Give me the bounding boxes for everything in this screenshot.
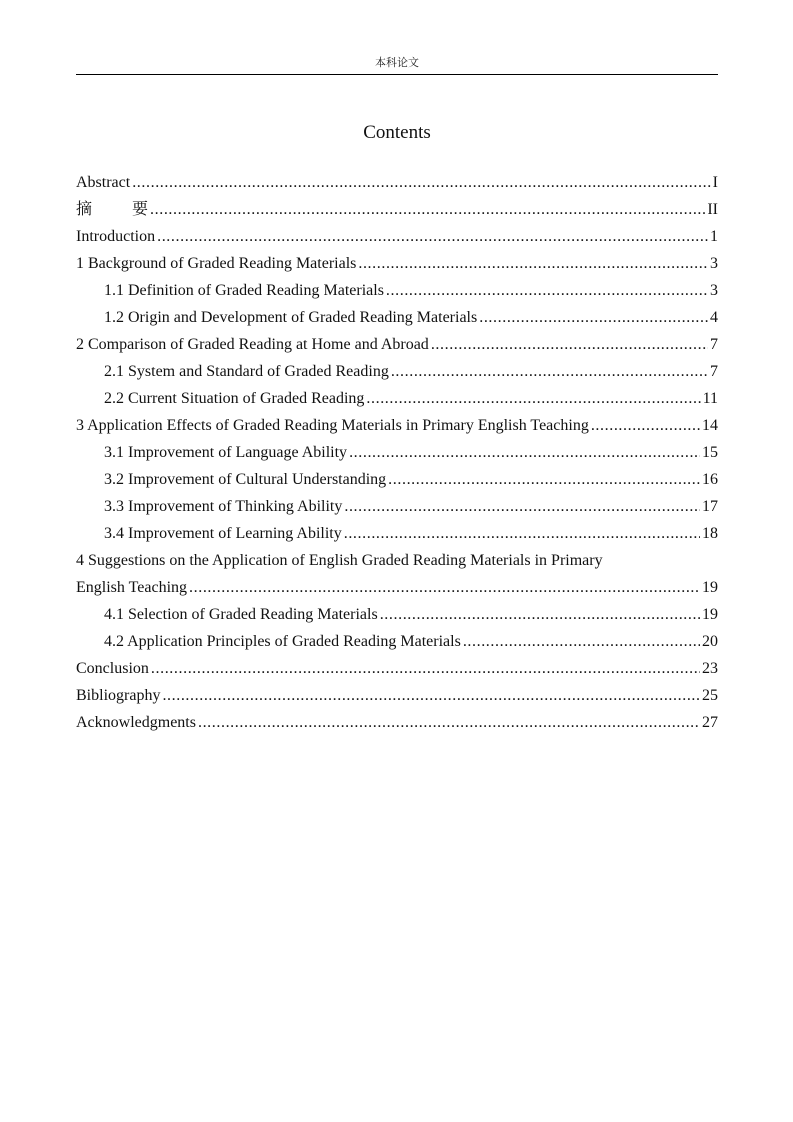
toc-entry-page: 3	[710, 282, 718, 299]
toc-entry-page: 14	[702, 417, 718, 434]
toc-entry-label: 2 Comparison of Graded Reading at Home and Abroad	[76, 336, 429, 353]
toc-entry-label: 3 Application Effects of Graded Reading Materials in Primary English Teaching	[76, 417, 589, 434]
toc-dot-leader	[189, 574, 700, 601]
running-title: 本科论文	[375, 57, 419, 69]
toc-entry-page: 18	[702, 525, 718, 542]
toc-entry-page: 17	[702, 498, 718, 515]
toc-entry-page: 19	[702, 606, 718, 623]
toc-entry-conclusion[interactable]	[76, 655, 718, 682]
toc-entry-section-2-2[interactable]	[76, 385, 718, 412]
toc-entry-label: 4 Suggestions on the Application of English Graded Reading Materials in Primary	[76, 552, 603, 569]
toc-dot-leader	[380, 601, 700, 628]
toc-entry-label: 1.1 Definition of Graded Reading Materials	[104, 282, 384, 299]
toc-entry-page: 1	[710, 228, 718, 245]
page-header	[76, 56, 718, 75]
toc-entry-chapter-3[interactable]	[76, 412, 718, 439]
toc-entry-acknowledgments[interactable]	[76, 709, 718, 736]
toc-entry-page: 7	[710, 363, 718, 380]
toc-dot-leader	[198, 709, 700, 736]
toc-entry-abstract[interactable]	[76, 169, 718, 196]
toc-dot-leader	[431, 331, 708, 358]
toc-dot-leader	[132, 169, 710, 196]
toc-dot-leader	[358, 250, 708, 277]
toc-entry-page: 27	[702, 714, 718, 731]
toc-entry-label: Acknowledgments	[76, 714, 196, 731]
toc-dot-leader	[591, 412, 700, 439]
toc-entry-bibliography[interactable]	[76, 682, 718, 709]
toc-entry-section-4-1[interactable]	[76, 601, 718, 628]
toc-dot-leader	[150, 196, 705, 223]
toc-entry-section-1-2[interactable]	[76, 304, 718, 331]
toc-entry-chapter-4-line-1[interactable]	[76, 547, 718, 574]
toc-dot-leader	[151, 655, 700, 682]
toc-title: Contents	[363, 122, 431, 143]
toc-entry-label: 1 Background of Graded Reading Materials	[76, 255, 357, 272]
toc-dot-leader	[162, 682, 700, 709]
toc-entry-abstract-chinese[interactable]	[76, 196, 718, 223]
toc-dot-leader	[344, 493, 700, 520]
toc-entry-label: 1.2 Origin and Development of Graded Reading Materials	[104, 309, 478, 326]
toc-cjk-char: 要	[132, 201, 149, 218]
toc-entry-page: II	[707, 201, 718, 218]
table-of-contents	[76, 169, 718, 736]
toc-entry-page: 15	[702, 444, 718, 461]
toc-entry-label: 3.2 Improvement of Cultural Understanding	[104, 471, 387, 488]
toc-entry-page: 19	[702, 579, 718, 596]
toc-entry-label: 2.1 System and Standard of Graded Reading	[104, 363, 389, 380]
toc-entry-section-1-1[interactable]	[76, 277, 718, 304]
toc-entry-label: 4.2 Application Principles of Graded Reading Materials	[104, 633, 461, 650]
toc-entry-label: 3.3 Improvement of Thinking Ability	[104, 498, 343, 515]
toc-entry-page: 16	[702, 471, 718, 488]
toc-entry-section-3-1[interactable]	[76, 439, 718, 466]
toc-entry-label: Bibliography	[76, 687, 161, 704]
toc-dot-leader	[344, 520, 700, 547]
toc-entry-label: 2.2 Current Situation of Graded Reading	[104, 390, 365, 407]
toc-entry-label	[76, 196, 148, 223]
toc-entry-page: 20	[702, 633, 718, 650]
toc-dot-leader	[388, 466, 700, 493]
toc-entry-label: English Teaching	[76, 579, 188, 596]
toc-dot-leader	[479, 304, 708, 331]
toc-entry-label: 3.1 Improvement of Language Ability	[104, 444, 348, 461]
toc-entry-page: 23	[702, 660, 718, 677]
toc-entry-introduction[interactable]	[76, 223, 718, 250]
toc-entry-label: 3.4 Improvement of Learning Ability	[104, 525, 342, 542]
toc-cjk-char: 摘	[76, 201, 93, 218]
toc-dot-leader	[463, 628, 700, 655]
toc-entry-chapter-1[interactable]	[76, 250, 718, 277]
toc-entry-page: I	[712, 174, 718, 191]
toc-dot-leader	[391, 358, 708, 385]
toc-entry-section-2-1[interactable]	[76, 358, 718, 385]
toc-entry-page: 11	[702, 390, 718, 407]
toc-entry-chapter-4-line-2[interactable]	[76, 574, 718, 601]
toc-entry-label: Abstract	[76, 174, 131, 191]
toc-entry-section-3-4[interactable]	[76, 520, 718, 547]
toc-dot-leader	[366, 385, 700, 412]
toc-dot-leader	[386, 277, 708, 304]
toc-entry-page: 3	[710, 255, 718, 272]
toc-dot-leader	[157, 223, 708, 250]
toc-entry-label: 4.1 Selection of Graded Reading Materials	[104, 606, 378, 623]
toc-entry-page: 7	[710, 336, 718, 353]
toc-entry-section-3-2[interactable]	[76, 466, 718, 493]
toc-entry-page: 4	[710, 309, 718, 326]
toc-entry-section-3-3[interactable]	[76, 493, 718, 520]
toc-dot-leader	[349, 439, 700, 466]
toc-entry-label: Introduction	[76, 228, 156, 245]
toc-entry-page: 25	[702, 687, 718, 704]
toc-entry-chapter-2[interactable]	[76, 331, 718, 358]
toc-entry-section-4-2[interactable]	[76, 628, 718, 655]
toc-entry-label: Conclusion	[76, 660, 149, 677]
